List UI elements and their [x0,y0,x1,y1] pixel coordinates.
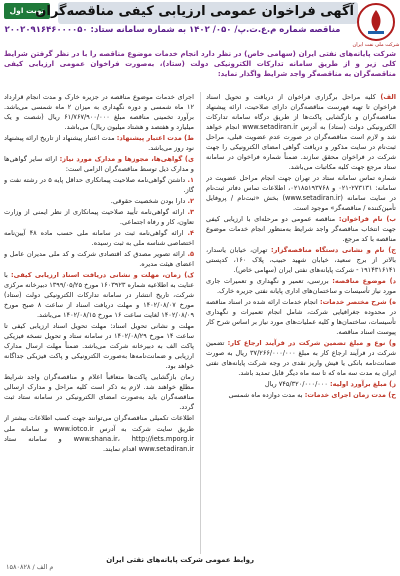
company-logo-icon [356,2,396,42]
intro-paragraph: شرکت پایانه‌های نفتی ایران (سهامی خاص) در نظر دارد انجام خدمات موضوع مناقصه را با در نظر گرفتن شرایط کلی زیر و از طریق سامانه تدارکات الکترونیکی دولت (ستاد)، به‌صورت فراخوان عمومی ارزیابی کیفی مناقصه‌گران به مناقصه‌گر واجد شرایط واگذار نماید: [4,50,396,79]
left-column [4,92,194,554]
right-column-item-text: به مدت دوازده ماه شمسی [228,391,303,400]
left-column-item [4,175,194,195]
column-divider [200,92,201,554]
left-column-item-text: ارائه گواهی‌نامه تأیید صلاحیت پیمانکاری از نظر ایمنی از وزارت تعاون، کار و رفاه اجتماعی. [4,208,194,227]
right-column-item-label: و) نوع و مبلغ تضمین شرکت در فرآیند ارجاع کار: [227,339,396,348]
right-column-item [206,214,396,244]
notice-header [0,0,400,46]
left-column-item-label: ۴. [187,229,194,238]
left-column-item [4,270,194,320]
left-column-item-text: زمان بازگشایی پاکت‌ها متعاقباً اعلام و مناقصه‌گران واجد شرایط مطلع خواهند شد. لازم به ذکر است کلیه مراحل و مدارک ارسالی مناقصه‌گران باید به‌صورت امضای الکترونیکی در سامانه ستاد ثبت گردد. [4,373,194,412]
right-column-item [206,92,396,172]
logo-caption: شرکت ملی نفت ایران [352,42,400,48]
left-column-item [4,133,194,153]
left-column-item-text: با عنایت به اطلاعیه شماره ۱۶۰۳۹۲۳ مورخ ۱۳۹۹/۰۵/۲۵ دبیرخانه مرکزی شرکت، تاریخ انتشار در سامانه تدارکات الکترونیکی دولت (ستاد) مورخ ۱۴۰۲/۰۸/۰۷ و مهلت دریافت اسناد از ساعت ۸ صبح مورخ ۱۴۰۲/۰۸/۰۹ لغایت ساعت ۱۶ مورخ ۱۴۰۲/۰۸/۱۵ می‌باشد. [4,271,194,320]
left-column-item-label: ۱. [187,176,194,185]
right-column-item-label: الف) [380,93,396,101]
right-column-item [206,338,396,378]
right-column [206,92,396,554]
left-column-item [4,196,194,206]
left-column-item-text: داشتن گواهی‌نامه صلاحیت پیمانکاری حداقل پایه ۵ در رشته نفت و گاز. [4,176,194,195]
footer-org: روابط عمومی [205,556,254,564]
round-badge: نوبت اول [4,3,50,19]
ad-code: ۱۵۸۰۸۲۸ / م الف [6,563,54,571]
left-column-item-text: مهلت و نشانی تحویل اسناد: مهلت تحویل اسناد ارزیابی کیفی تا ساعت ۱۴ مورخ ۱۴۰۲/۰۸/۲۹ در سامانه ستاد و تحویل نسخه فیزیکی پاکت الف به دبیرخانه شرکت می‌باشد. ضمناً مهلت ارسال مدارک ارزیابی و ضمانت‌نامه‌ها به‌صورت الکترونیکی و پاکت فیزیکی جداگانه خواهد بود. [4,322,194,371]
right-column-item-text: انجام خدمات ارائه شده در اسناد مناقصه در محدوده جغرافیایی شرکت، شامل انجام تعمیرات و نگهداری تأسیسات، ساختمان‌ها و کلیه عملیات‌های مورد نیاز بر اساس شرح کار پیوست اسناد مناقصه. [206,298,396,337]
left-column-item-text: اطلاعات تکمیلی مناقصه‌گران می‌توانند جهت کسب اطلاعات بیشتر از طریق سایت شرکت به آدرس www.iotco.ir و سامانه ملی www.shana.ir، http://iets.mporg.ir و سامانه ستاد www.setadiran.ir اقدام نمایند. [4,414,194,453]
left-column-item-text: مدت اعتبار پیشنهاد از تاریخ ارائه پیشنهاد نود روز می‌باشد. [4,134,194,153]
right-column-item-text: مناقصه عمومی دو مرحله‌ای با ارزیابی کیفی جهت انتخاب مناقصه‌گر واجد شرایط به‌منظور انجام خدمات موضوع مناقصه با کد مرجع. [206,215,396,244]
notice-title: آگهی فراخوان عمومی ارزیابی کیفی مناقصه‌گران [35,4,354,19]
left-column-item-label: ک) زمان، مهلت و نشانی دریافت اسناد ارزیابی کیفی: [10,271,194,280]
right-column-item-label: ب) نام فراخوان: [338,215,396,224]
right-column-item-label: ح) مدت زمان اجرای خدمات: [304,391,396,400]
left-column-item-text: ارائه گواهی‌نامه ثبت در سامانه ملی حسب ماده ۴۸ آیین‌نامه اختصاصی شناسه ملی به ثبت رسیده. [4,229,194,248]
left-column-item [4,228,194,248]
left-column-item-label: ۲. [187,197,194,206]
right-column-item [206,173,396,213]
right-column-item [206,276,396,296]
right-column-item [206,390,396,400]
right-column-item-text: تضمین شرکت در فرآیند ارجاع کار به مبلغ ۳۷/۲۶۶/۰۰۰/۰۰۰ ریال به صورت ضمانت‌نامه بانکی یا فیش واریز نقدی در وجه شرکت پایانه‌های نفتی ایران به مدت سه ماه که تا سه ماه دیگر قابل تمدید باشد. [206,339,396,378]
left-column-item-label: ۳. [187,208,194,217]
right-column-item-label: ه) شرح مختصر خدمات: [319,298,396,307]
left-column-item [4,321,194,371]
left-column-item [4,249,194,269]
right-column-item-label: د) موضوع مناقصه: [332,277,396,286]
right-column-item-text: بررسی، تعمیر و نگهداری و تعمیرات جاری مورد نیاز تأسیسات و ساختمان‌های اداری پایانه نفتی جزیره خارک. [206,277,396,296]
footer-company: شرکت پایانه‌های نفتی ایران [106,556,203,564]
right-column-item-text: شماره تماس سامانه ستاد در تهران جهت انجام مراحل عضویت در سامانه: ۲۷۳۱۳۱-۰۲۱ و ۰۲۱۸۵۱۹۳۷۶۸، اطلاعات تماس دفاتر ثبت‌نام در سایت سامانه (www.setadiran.ir) بخش «ثبت‌نام / پروفایل تأمین‌کننده / مناقصه‌گر» موجود است. [206,174,396,213]
left-column-item-label: ۵. [187,250,194,259]
right-column-item-label: ز) مبلغ برآورد اولیه: [330,380,396,389]
left-column-item [4,154,194,174]
right-column-item-text: تهران، خیابان یاسدار، بالاتر از برج سعید، خیابان شهید حبیب، پلاک ۱۶۰، کدپستی ۱۹۱۴۳۱۶۱۴۱ - شرکت پایانه‌های نفتی ایران (سهامی خاص). [206,246,396,275]
left-column-item-text: ارائه تصویر مصدق کد اقتصادی شرکت و کد ملی مدیران عامل و اعضای هیئت مدیره. [4,250,194,269]
left-column-item [4,372,194,412]
right-column-item-text: ۷۴۵/۳۲۰/۰۰۰/۰۰۰ ریال [264,380,328,389]
right-column-item [206,379,396,389]
body-columns [4,92,396,554]
left-column-item [4,413,194,453]
left-column-item-label: ط) مدت اعتبار پیشنهاد: [116,134,194,143]
right-column-item-text: کلیه مراحل برگزاری فراخوان از دریافت و تحویل اسناد فراخوان تا تهیه فهرست مناقصه‌گران دارای صلاحیت، ارائه پیشنهاد مناقصه‌گران و بازگشایی پاکت‌ها از طریق درگاه سامانه تدارکات الکترونیکی دولت (ستاد) به آدرس www.setadiran.ir انجام خواهد شد و لازم است مناقصه‌گران در صورت عدم عضویت قبلی، مراحل ثبت‌نام در سایت مذکور و دریافت گواهی امضای الکترونیکی را جهت شرکت در فراخوان محقق سازند. ضمناً شماره فراخوان در سامانه ستاد مرجع جهت کلیه مکاتبات می‌باشد. [206,93,396,172]
right-column-item [206,297,396,337]
left-column-item [4,207,194,227]
left-column-item [4,92,194,132]
left-column-item-label: ی) گواهی‌ها، مجوزها و مدارک مورد نیاز: [59,155,194,164]
left-column-item-text: ارائه سایر گواهی‌ها و مدارک ذیل توسط مناقصه‌گران الزامی است: [4,155,194,174]
tender-number: مناقصه شماره م.ع.ت.پ/ ۰۵۰/ ۱۴۰۲ به شماره سامانه ستاد: ۲۰۰۲۰۹۱۶۴۶۰۰۰۰۵۰ [4,25,341,35]
right-column-item-label: ج) نام و نشانی دستگاه مناقصه‌گزار: [270,246,396,255]
left-column-item-text: اجرای خدمات موضوع مناقصه در جزیره خارک و مدت انجام قرارداد ۱۲ ماه شمسی و دوره نگهداری به میزان ۲ ماه شمسی می‌باشد. برآورد تخمینی مناقصه مبلغ ۶۱/۷۶۷/۹۰۰/۰۰۰ ریال (شصت و یک میلیارد و هفتصد و هشتاد میلیون ریال) می‌باشد. [4,93,194,132]
right-column-item [206,245,396,275]
left-column-item-text: دارا بودن شخصیت حقوقی. [110,197,186,206]
